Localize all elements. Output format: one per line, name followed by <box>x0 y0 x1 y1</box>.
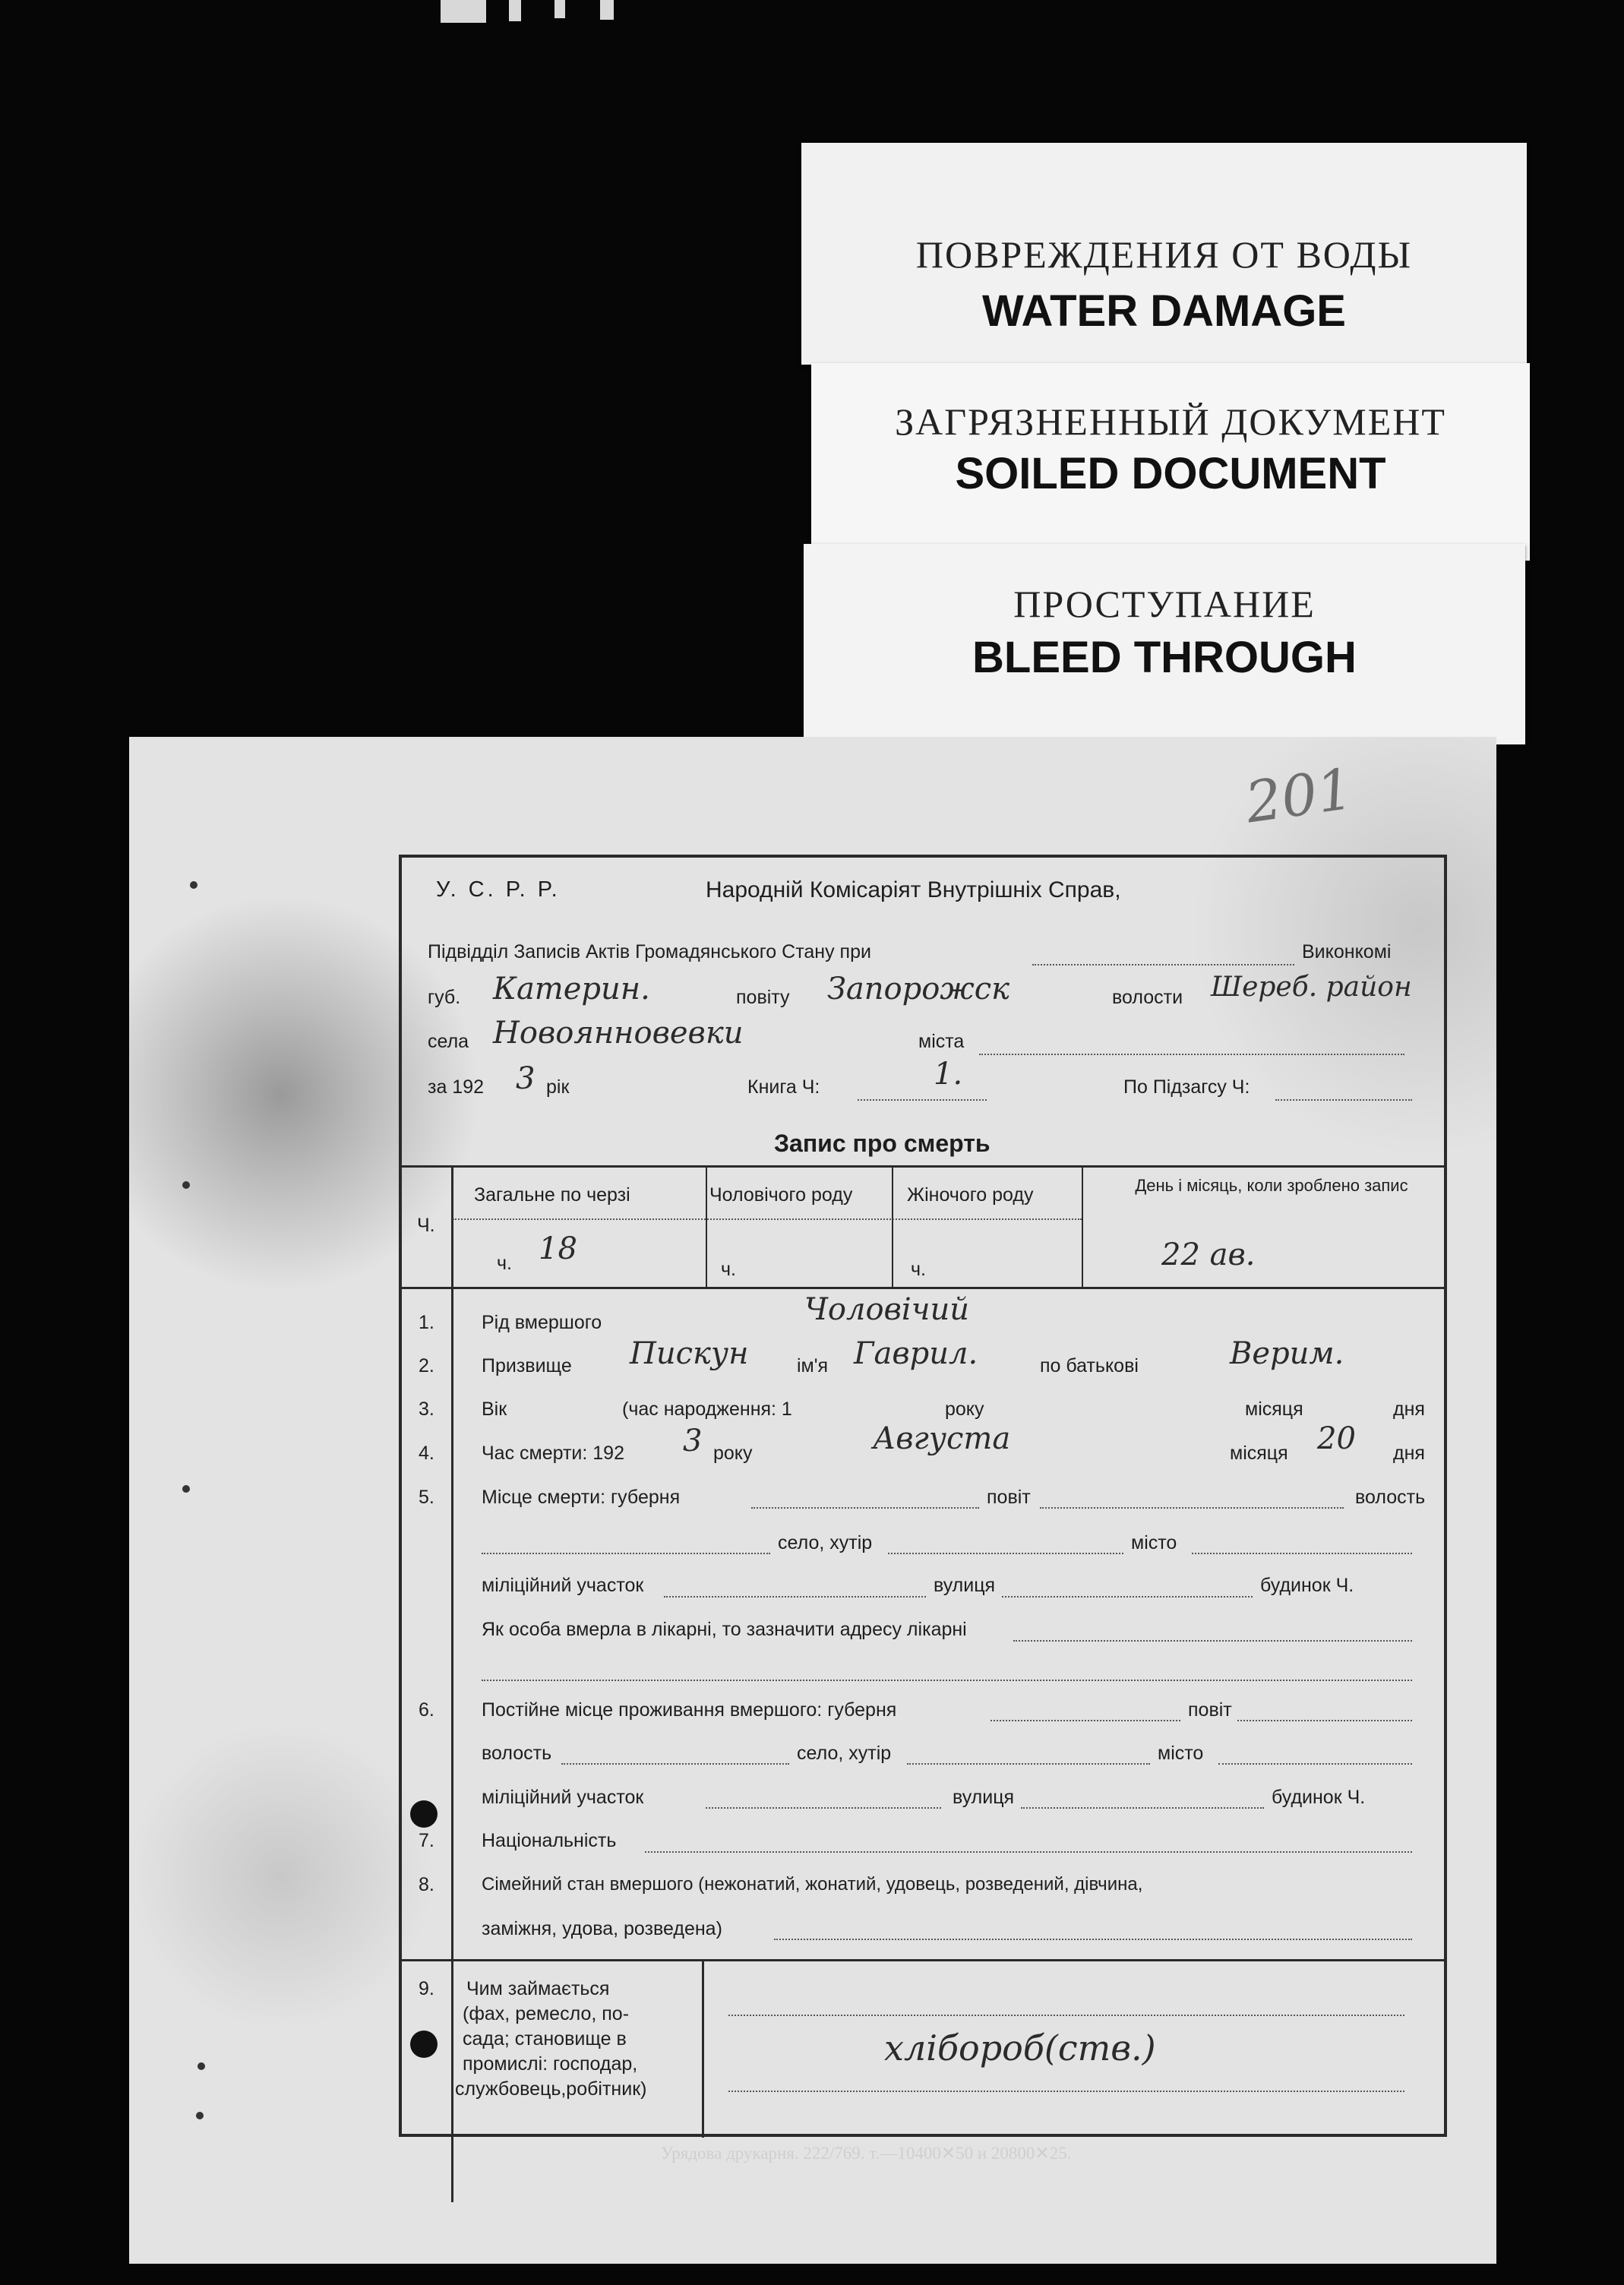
row-label: Місце смерти: губерня <box>482 1487 681 1508</box>
pin-mark <box>182 1181 190 1189</box>
row-label: Сімейний стан вмершого (нежонатий, жонатий, удовець, розведений, дівчина, <box>482 1874 1143 1895</box>
banner-bleed-through <box>804 544 1525 744</box>
surname-value: Пискун <box>630 1336 749 1371</box>
occupation-value: хлібороб(ств.) <box>884 2027 1156 2069</box>
banner-water-damage <box>801 143 1527 365</box>
year-value: 3 <box>516 1061 536 1096</box>
banner-soiled-document <box>811 363 1530 561</box>
subsection-label: По Підзагсу Ч: <box>1123 1076 1250 1098</box>
year-suffix: рік <box>546 1076 570 1098</box>
death-year-value: 3 <box>683 1424 703 1459</box>
sex-value: Чоловічий <box>804 1292 970 1327</box>
book-label: Книга Ч: <box>747 1076 820 1098</box>
banner-en-text: SOILED DOCUMENT <box>955 449 1386 498</box>
year-label: року <box>945 1398 984 1420</box>
row-number: 1. <box>419 1312 434 1333</box>
povit-label: повіту <box>736 987 790 1008</box>
row-label-continued: заміжня, удова, розведена) <box>482 1918 722 1939</box>
misto-label: місто <box>1158 1743 1204 1764</box>
selo-label: село, хутір <box>778 1532 873 1553</box>
banner-ru-text: ПРОСТУПАНИЕ <box>1013 583 1316 625</box>
day-label: дня <box>1393 1443 1425 1464</box>
pin-mark <box>190 881 197 889</box>
row-label: Національність <box>482 1830 617 1851</box>
occupation-label: (фах, ремесло, по- <box>463 2003 630 2024</box>
column-male: Чоловічого роду <box>709 1184 853 1206</box>
general-prefix: ч. <box>497 1253 512 1274</box>
record-date-value: 22 ав. <box>1161 1237 1256 1272</box>
row-number: 8. <box>419 1874 434 1895</box>
selo-value: Новоянновевки <box>493 1016 744 1051</box>
executive-label: Виконкомі <box>1302 941 1392 962</box>
name-value: Гаврил. <box>854 1336 978 1371</box>
povit-label: повіт <box>1188 1699 1232 1721</box>
patronymic-value: Верим. <box>1230 1336 1344 1371</box>
volost-label: волости <box>1112 987 1183 1008</box>
militia-label: міліційний участок <box>482 1575 644 1596</box>
year-label: за 192 <box>428 1076 485 1098</box>
row-label: Постійне місце проживання вмершого: губерня <box>482 1699 897 1721</box>
volost-value: Шереб. район <box>1211 972 1412 1003</box>
column-female: Жіночого роду <box>907 1184 1034 1206</box>
patronymic-label: по батькові <box>1040 1355 1139 1376</box>
banner-en-text: WATER DAMAGE <box>981 286 1346 336</box>
row-number: 7. <box>419 1830 434 1851</box>
table-ch-label: Ч. <box>417 1215 435 1236</box>
form-frame <box>399 855 1447 2137</box>
month-label: місяця <box>1245 1398 1303 1420</box>
militia-label: міліційний участок <box>482 1787 644 1808</box>
mista-label: міста <box>918 1031 965 1052</box>
male-prefix: ч. <box>721 1259 736 1280</box>
povit-value: Запорожск <box>827 972 1010 1007</box>
occupation-label: Чим займається <box>466 1978 610 1999</box>
printer-imprint: Урядова друкарня. 222/769. т.—10400✕50 и 20800✕25. <box>661 2144 1072 2163</box>
record-title: Запис про смерть <box>774 1130 991 1157</box>
general-number: 18 <box>539 1231 577 1266</box>
column-general: Загальне по черзі <box>474 1184 630 1206</box>
death-day-value: 20 <box>1317 1421 1356 1456</box>
row-number: 6. <box>419 1699 434 1721</box>
banner-ru-text: ЗАГРЯЗНЕННЫЙ ДОКУМЕНТ <box>895 400 1446 443</box>
street-label: вулиця <box>953 1787 1015 1808</box>
subdivision-label: Підвідділ Записів Актів Громадянського Стану при <box>428 941 871 962</box>
occupation-label: сада; становище в <box>463 2028 627 2050</box>
year-label: року <box>713 1443 753 1464</box>
misto-label: місто <box>1131 1532 1177 1553</box>
pin-mark <box>182 1485 190 1493</box>
row-label: Час смерти: 192 <box>482 1443 624 1464</box>
volost-label: волость <box>482 1743 552 1764</box>
row-number: 5. <box>419 1487 434 1508</box>
book-value: 1. <box>934 1057 963 1092</box>
pin-mark <box>196 2112 204 2119</box>
day-label: дня <box>1393 1398 1425 1420</box>
death-month-value: Августа <box>873 1421 1011 1456</box>
state-label: У. С. Р. Р. <box>436 877 561 902</box>
selo-label: село, хутір <box>797 1743 892 1764</box>
commissariat-label: Народній Комісаріят Внутрішніх Справ, <box>706 877 1121 902</box>
film-edge-mark <box>425 0 653 30</box>
gub-value: Катерин. <box>493 972 650 1007</box>
row-number: 3. <box>419 1398 434 1420</box>
house-label: будинок Ч. <box>1260 1575 1354 1596</box>
hospital-label: Як особа вмерла в лікарні, то зазначити адресу лікарні <box>482 1619 967 1640</box>
row-label: Вік <box>482 1398 507 1420</box>
archive-page-number: 201 <box>1241 756 1357 836</box>
povit-label: повіт <box>987 1487 1031 1508</box>
banner-ru-text: ПОВРЕЖДЕНИЯ ОТ ВОДЫ <box>915 233 1413 276</box>
row-label: Рід вмершого <box>482 1312 602 1333</box>
month-label: місяця <box>1230 1443 1288 1464</box>
pin-mark <box>197 2062 205 2070</box>
street-label: вулиця <box>934 1575 996 1596</box>
female-prefix: ч. <box>911 1259 926 1280</box>
row-number: 2. <box>419 1355 434 1376</box>
row-number: 4. <box>419 1443 434 1464</box>
birth-label: (час народження: 1 <box>622 1398 792 1420</box>
selo-label: села <box>428 1031 469 1052</box>
row-label: Призвище <box>482 1355 572 1376</box>
occupation-label: службовець,робітник) <box>455 2078 647 2100</box>
house-label: будинок Ч. <box>1272 1787 1366 1808</box>
row-number: 9. <box>419 1978 434 1999</box>
occupation-label: промислі: господар, <box>463 2053 638 2075</box>
banner-en-text: BLEED THROUGH <box>972 633 1357 682</box>
name-label: ім'я <box>797 1355 829 1376</box>
column-record-date: День і місяць, коли зроблено запис <box>1135 1176 1408 1195</box>
gub-label: губ. <box>428 987 461 1008</box>
volost-label: волость <box>1355 1487 1426 1508</box>
